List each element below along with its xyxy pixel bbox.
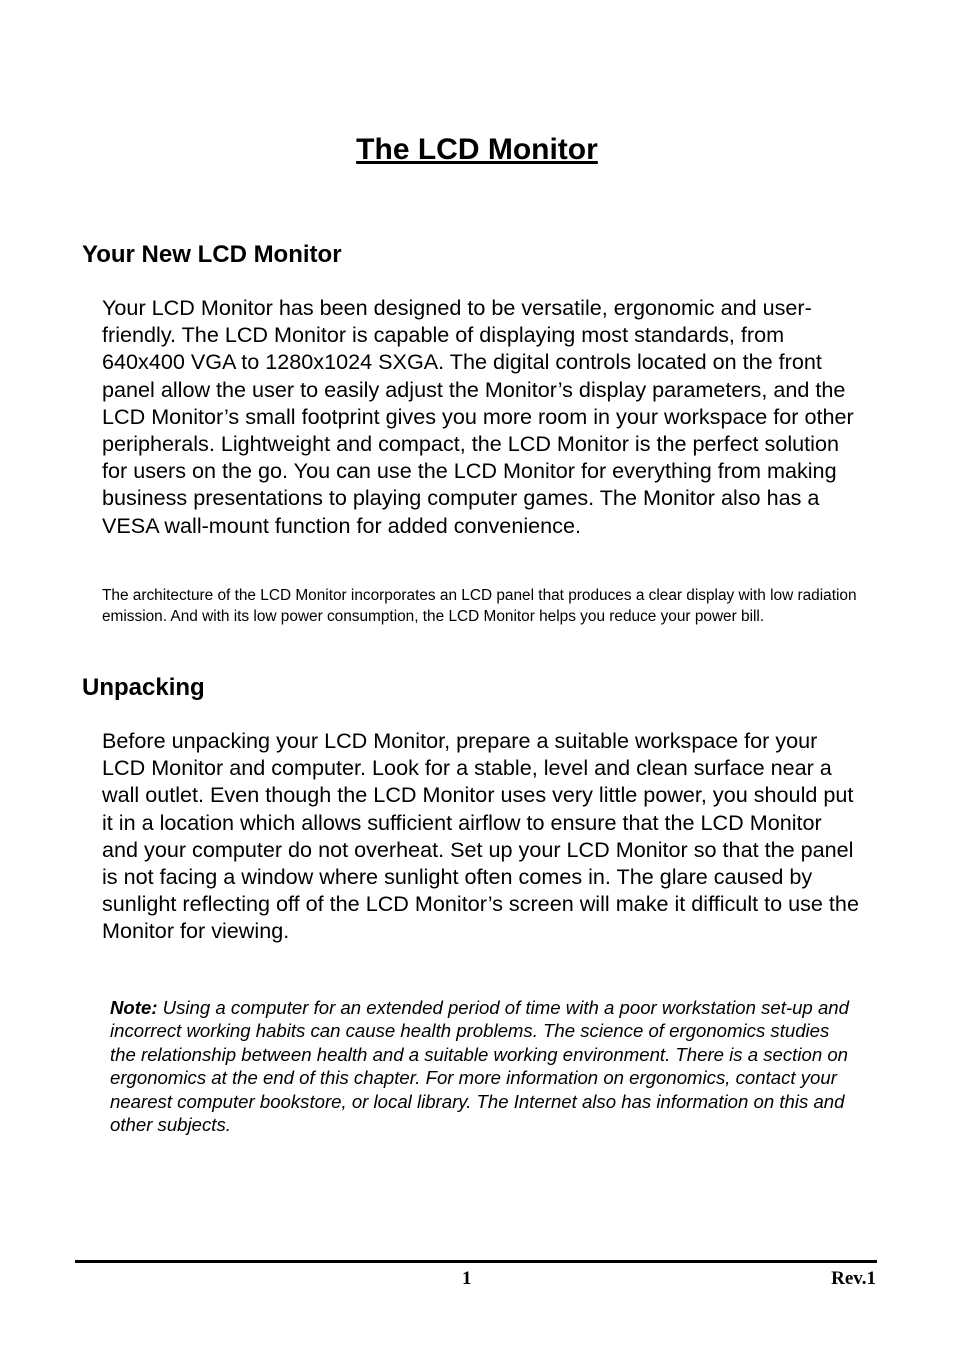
intro-paragraph: Your LCD Monitor has been designed to be versatile, ergonomic and user-friendly. The LCD Monitor is capable of displaying most standards, from 640x400 VGA to 1280x1024 SXGA. The digital controls located on the front panel allow the user to easily adjust the Monitor’s display parameters, and the LCD Monitor’s small footprint gives you more room in your workspace for other peripherals. Lightweight and compact, the LCD Monitor is the perfect solution for users on the go. You can use the LCD Monitor for everything from making business presentations to playing computer games. The Monitor also has a VESA wall-mount function for added convenience. [102, 295, 854, 538]
page-title: The LCD Monitor [356, 133, 598, 166]
note-text: Using a computer for an extended period of time with a poor workstation set-up and incorrect working habits can cause health problems. The science of ergonomics studies the relationship between health and a suitable working environment. There is a section on ergonomics at the end of this chapter. For more information on ergonomics, contact your nearest computer bookstore, or local library. The Internet also has information on this and other subjects. [110, 997, 849, 1136]
unpacking-paragraph: Before unpacking your LCD Monitor, prepare a suitable workspace for your LCD Monitor and computer. Look for a stable, level and clean surface near a wall outlet. Even though the LCD Monitor uses very little power, you should put it in a location which allows sufficient airflow to ensure that the LCD Monitor and your computer do not overheat. Set up your LCD Monitor so that the panel is not facing a window where sunlight often comes in. The glare caused by sunlight reflecting off of the LCD Monitor’s screen will make it difficult to use the Monitor for viewing. [102, 728, 859, 944]
note-label: Note: [110, 997, 158, 1018]
architecture-paragraph: The architecture of the LCD Monitor incorporates an LCD panel that produces a clear display with low radiation emission. And with its low power consumption, the LCD Monitor helps you reduce your power bill. [102, 587, 857, 625]
footer-divider [75, 1260, 877, 1263]
section-heading-unpacking: Unpacking [82, 674, 205, 701]
page-number: 1 [462, 1268, 472, 1289]
note-paragraph [110, 996, 850, 1136]
revision-label: Rev.1 [831, 1268, 876, 1289]
section-heading-your-new-lcd-monitor: Your New LCD Monitor [82, 241, 342, 268]
